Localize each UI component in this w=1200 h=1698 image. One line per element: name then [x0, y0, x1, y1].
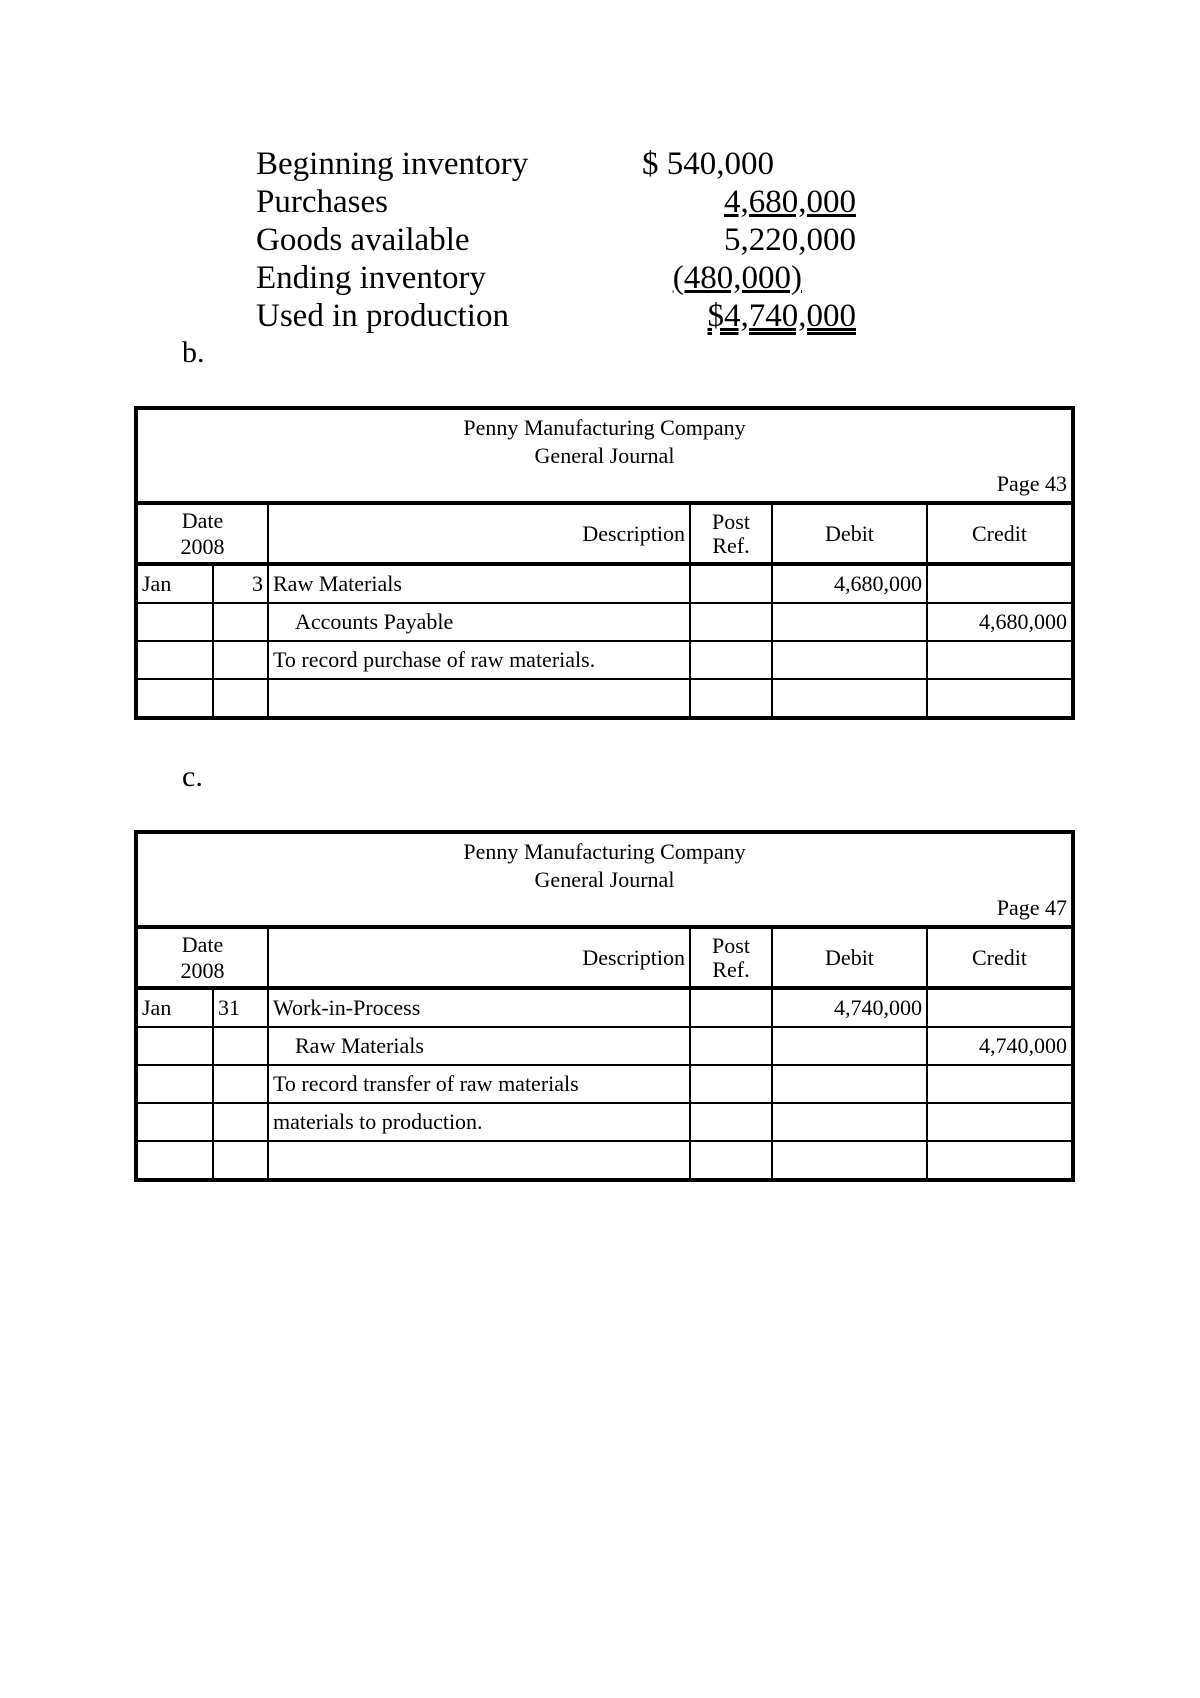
journal-table	[138, 505, 1071, 716]
journal-row	[138, 988, 1071, 1027]
debit-cell	[772, 603, 927, 641]
post-label: Post	[712, 932, 750, 958]
inventory-label: Beginning inventory	[256, 146, 529, 182]
day-cell	[213, 641, 268, 679]
credit-cell	[927, 641, 1071, 679]
post-ref-cell	[690, 988, 772, 1027]
month-cell	[138, 679, 213, 716]
description-cell: To record transfer of raw materials	[268, 1065, 690, 1103]
date-header	[138, 505, 268, 564]
company-name: Penny Manufacturing Company	[463, 415, 746, 440]
post-ref-cell	[690, 1103, 772, 1141]
inventory-row-goods-available	[256, 221, 856, 259]
journal-header	[138, 834, 1071, 929]
post-ref-cell	[690, 1141, 772, 1178]
inventory-label: Purchases	[256, 184, 388, 220]
journal-row	[138, 641, 1071, 679]
date-label: Date	[181, 931, 224, 957]
month-cell	[138, 603, 213, 641]
credit-header: Credit	[927, 505, 1071, 564]
credit-cell	[927, 679, 1071, 716]
inventory-label: Used in production	[256, 298, 509, 334]
inventory-amount: (480,000)	[672, 260, 802, 296]
page-number: Page 47	[996, 895, 1067, 920]
debit-cell	[772, 641, 927, 679]
month-cell	[138, 1141, 213, 1178]
journal-header	[138, 410, 1071, 505]
header-row	[138, 929, 1071, 988]
inventory-schedule	[256, 145, 856, 335]
journal-page-43	[134, 406, 1075, 720]
month-cell	[138, 1027, 213, 1065]
inventory-amount: $ 540,000	[642, 146, 774, 182]
debit-cell	[772, 1027, 927, 1065]
credit-cell: 4,740,000	[927, 1027, 1071, 1065]
day-cell	[213, 1103, 268, 1141]
credit-cell: 4,680,000	[927, 603, 1071, 641]
credit-cell	[927, 1103, 1071, 1141]
description-header: Description	[268, 929, 690, 988]
post-ref-header	[690, 929, 772, 988]
day-cell	[213, 1141, 268, 1178]
page-number: Page 43	[996, 471, 1067, 496]
credit-cell	[927, 564, 1071, 603]
journal-row	[138, 564, 1071, 603]
description-header: Description	[268, 505, 690, 564]
debit-cell	[772, 1141, 927, 1178]
journal-row	[138, 1103, 1071, 1141]
day-cell	[213, 1027, 268, 1065]
post-ref-cell	[690, 1027, 772, 1065]
day-cell: 3	[213, 564, 268, 603]
inventory-label: Goods available	[256, 222, 470, 258]
year-label: 2008	[180, 533, 225, 559]
journal-row	[138, 679, 1071, 716]
month-cell	[138, 641, 213, 679]
inventory-amount: $4,740,000	[707, 298, 856, 334]
journal-row	[138, 603, 1071, 641]
month-cell	[138, 1065, 213, 1103]
description-cell: Raw Materials	[268, 564, 690, 603]
ref-label: Ref.	[712, 532, 750, 558]
debit-cell	[772, 679, 927, 716]
post-ref-header	[690, 505, 772, 564]
date-label: Date	[181, 507, 224, 533]
inventory-label: Ending inventory	[256, 260, 487, 296]
debit-cell	[772, 1065, 927, 1103]
journal-title: General Journal	[534, 867, 675, 892]
inventory-row-beginning	[256, 145, 856, 183]
post-ref-cell	[690, 679, 772, 716]
journal-row	[138, 1065, 1071, 1103]
month-cell: Jan	[138, 564, 213, 603]
journal-table	[138, 929, 1071, 1178]
description-cell: Accounts Payable	[268, 603, 690, 641]
journal-row	[138, 1141, 1071, 1178]
credit-cell	[927, 988, 1071, 1027]
description-cell: Raw Materials	[268, 1027, 690, 1065]
credit-cell	[927, 1141, 1071, 1178]
day-cell	[213, 679, 268, 716]
part-b-label: b.	[182, 336, 205, 369]
debit-cell: 4,740,000	[772, 988, 927, 1027]
inventory-row-used	[256, 297, 856, 335]
post-ref-cell	[690, 564, 772, 603]
post-label: Post	[712, 508, 750, 534]
post-ref-cell	[690, 603, 772, 641]
journal-title: General Journal	[534, 443, 675, 468]
description-cell	[268, 1141, 690, 1178]
ref-label: Ref.	[712, 956, 750, 982]
credit-header: Credit	[927, 929, 1071, 988]
description-cell: To record purchase of raw materials.	[268, 641, 690, 679]
post-ref-cell	[690, 1065, 772, 1103]
year-label: 2008	[180, 957, 225, 983]
journal-page-47	[134, 830, 1075, 1182]
post-ref-cell	[690, 641, 772, 679]
debit-header: Debit	[772, 505, 927, 564]
company-name: Penny Manufacturing Company	[463, 839, 746, 864]
inventory-amount: 5,220,000	[724, 222, 856, 258]
part-c-label: c.	[182, 760, 203, 793]
inventory-row-ending	[256, 259, 856, 297]
inventory-amount: 4,680,000	[724, 184, 856, 220]
debit-cell	[772, 1103, 927, 1141]
description-cell: Work-in-Process	[268, 988, 690, 1027]
day-cell	[213, 603, 268, 641]
inventory-row-purchases	[256, 183, 856, 221]
day-cell	[213, 1065, 268, 1103]
month-cell: Jan	[138, 988, 213, 1027]
month-cell	[138, 1103, 213, 1141]
debit-cell: 4,680,000	[772, 564, 927, 603]
debit-header: Debit	[772, 929, 927, 988]
day-cell: 31	[213, 988, 268, 1027]
date-header	[138, 929, 268, 988]
credit-cell	[927, 1065, 1071, 1103]
header-row	[138, 505, 1071, 564]
journal-row	[138, 1027, 1071, 1065]
description-cell: materials to production.	[268, 1103, 690, 1141]
description-cell	[268, 679, 690, 716]
